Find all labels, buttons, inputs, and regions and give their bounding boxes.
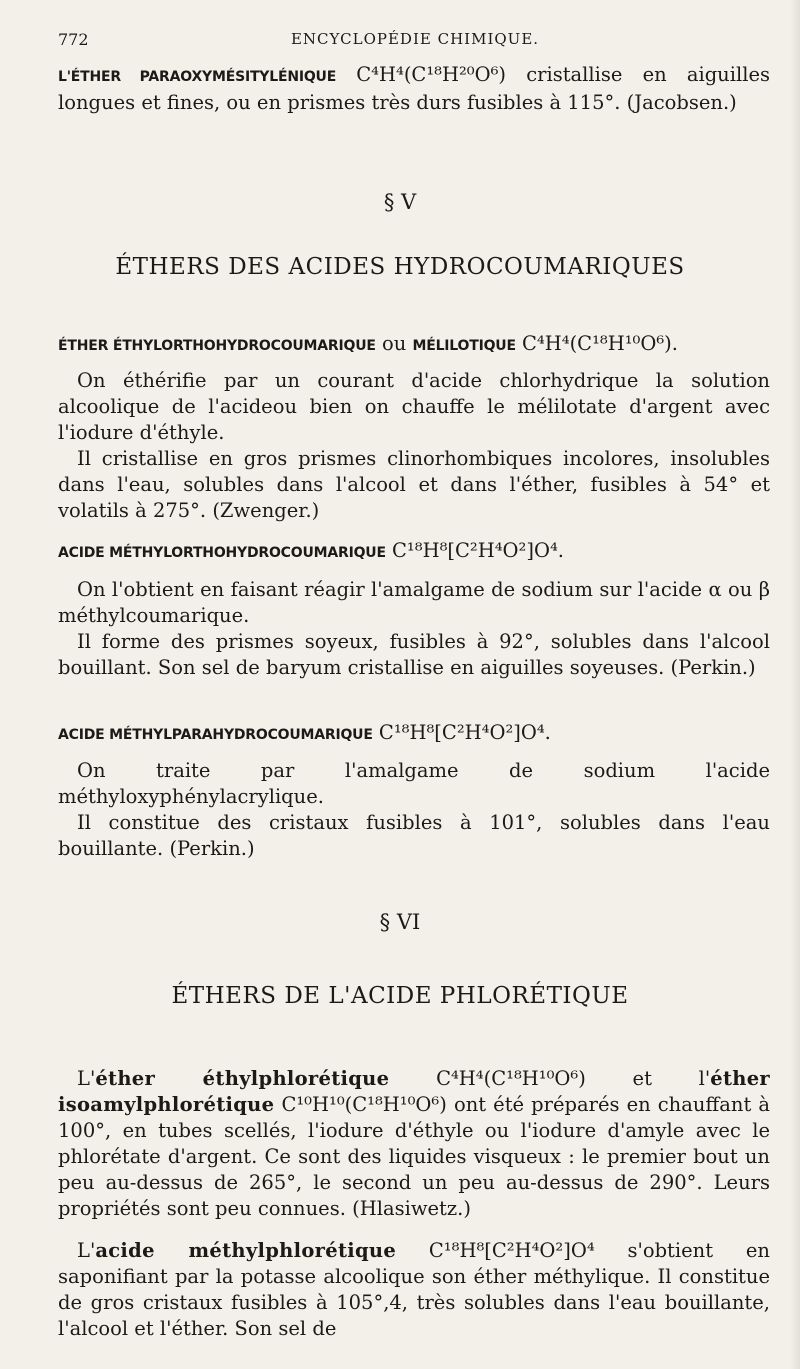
page-edge-shadow [790,0,800,1369]
page-number: 772 [58,30,89,49]
paragraph-text: cristallise en aiguilles longues et [58,63,770,114]
compound-formula: C¹⁸H⁸[C²H⁴O²]O⁴. [392,539,564,562]
compound-name: acide méthylphlorétique [95,1239,397,1262]
paragraph-text: Il cristallise en gros prismes clinorhombiques incolores, insolubles dans l'eau, solubles dans l'alcool et dans l'éther, fusibles à 54° et volatils à 275°. (Zwenger.) [58,447,770,522]
page-header [58,30,772,54]
compound-label: L'ÉTHER PARAOXYMÉSITYLÉNIQUE [58,69,337,85]
ethyl-ortho-entry [58,331,770,524]
section-title-phloretic: ÉTHERS DE L'ACIDE PHLORÉTIQUE [171,983,629,1009]
compound-name: éther éthylphlorétique [95,1067,390,1090]
article-text: L' [77,1067,96,1090]
connector-text: et l' [632,1067,711,1090]
methylpara-entry [58,720,770,862]
section-title-hydrocoumaric: ÉTHERS DES ACIDES HYDROCOUMARIQUES [115,254,685,280]
compound-formula: C⁴H⁴(C¹⁸H²⁰O⁶) [356,63,507,86]
paraoxymesitylenic-paragraph [58,62,770,116]
compound-formula: C⁴H⁴(C¹⁸H¹⁰O⁶) [436,1067,586,1090]
compound-formula: C¹⁸H⁸[C²H⁴O²]O⁴ [428,1239,595,1262]
paragraph-text: On l'obtient en faisant réagir l'amalgame de sodium sur l'acide α ou β méthylcoumarique. [58,578,770,627]
section-mark-v: § V [383,190,417,214]
compound-label: ACIDE MÉTHYLPARAHYDROCOUMARIQUE [58,727,373,743]
connector-text: ou [381,332,407,355]
paragraph-text: On éthérifie par un courant d'acide chlorhydrique la solution alcoolique de l'acideou bien on chauffe le mélilotate d'argent avec l'iodure d'éthyle. [58,369,770,444]
phloretic-ethers-paragraph [58,1066,770,1222]
paragraph-text: Il constitue des cristaux fusibles à 101°, solubles dans l'eau bouillante. (Perkin.) [58,811,770,860]
compound-formula: C¹⁰H¹⁰(C¹⁸H¹⁰O⁶) [281,1093,447,1116]
compound-label-alt: MÉLILOTIQUE [412,338,516,354]
paragraph-text: fines, ou en prismes très durs fusibles à 115°. (Jacobsen.) [166,91,737,114]
compound-formula: C⁴H⁴(C¹⁸H¹⁰O⁶). [522,332,678,355]
compound-label: ACIDE MÉTHYLORTHOHYDROCOUMARIQUE [58,545,386,561]
section-mark-vi: § VI [379,910,421,934]
compound-label: ÉTHER ÉTHYLORTHOHYDROCOUMARIQUE [58,338,376,354]
paragraph-text: s'obtient en saponifiant par la potasse alcoolique son éther méthylique. Il constitue de gros cristaux fusibles à 105°,4, très solubles dans l'eau bouillante, l'alcool et l'éther. Son sel de [58,1239,770,1340]
compound-formula: C¹⁸H⁸[C²H⁴O²]O⁴. [378,721,551,744]
article-text: L' [77,1239,96,1262]
running-title: ENCYCLOPÉDIE CHIMIQUE. [290,30,540,48]
methylphloretic-paragraph [58,1238,770,1342]
methylortho-entry [58,538,770,681]
paragraph-text: Il forme des prismes soyeux, fusibles à 92°, solubles dans l'alcool bouillant. Son sel de baryum cristallise en aiguilles soyeuses. (Perkin.) [58,630,770,679]
compound-name: éther isoamylphlorétique [58,1067,771,1116]
paragraph-text: On traite par l'amalgame de sodium l'acide méthyloxyphénylacrylique. [58,759,770,808]
paragraph-text: ont été préparés en chauffant à 100°, en tubes scellés, l'iodure d'éthyle ou l'iodure d'amyle avec le phlorétate d'argent. Ce sont des liquides visqueux : le premier bout un peu au-dessus de 265°, le second un peu au-dessus de 290°. Leurs propriétés sont peu connues. (Hlasiwetz.) [58,1093,771,1220]
